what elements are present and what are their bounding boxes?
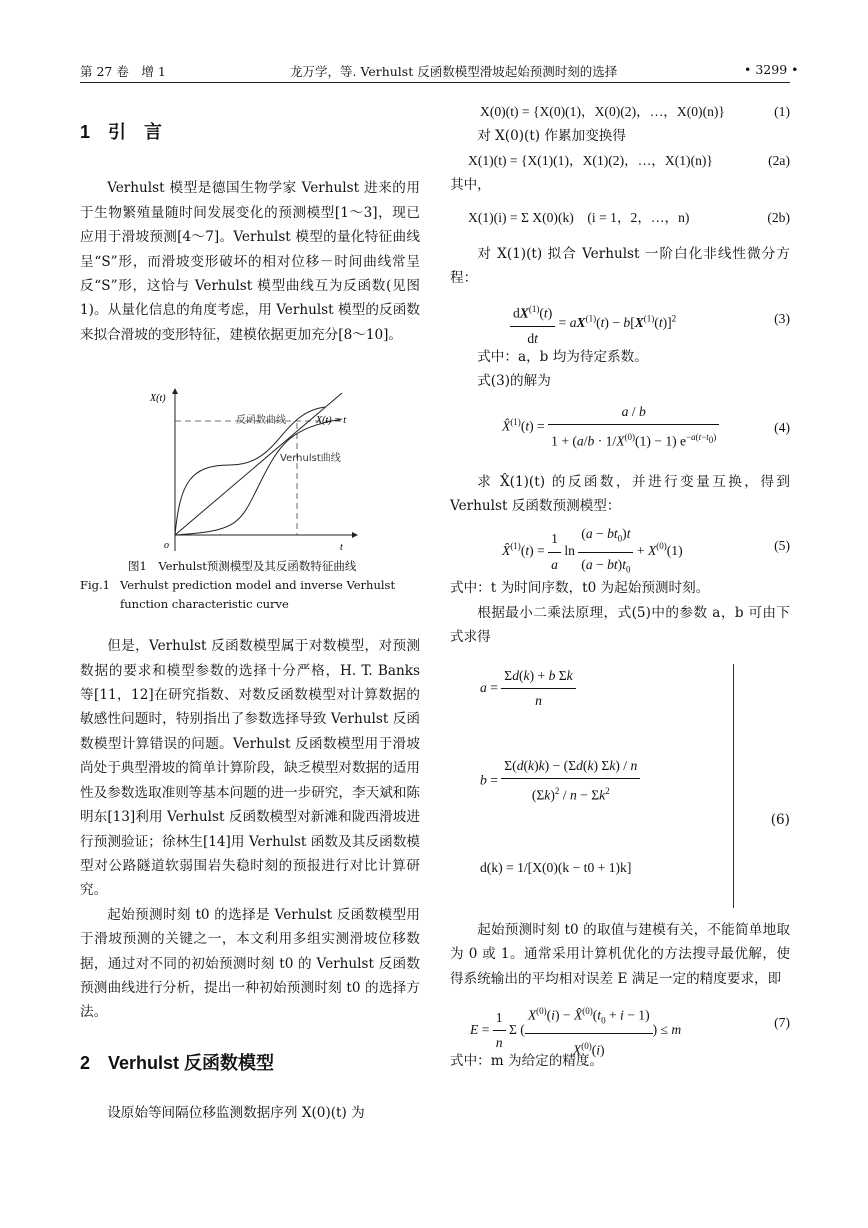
eq4-fraction: $\frac{a / b}{1 + (a/b \cdot 1/X^{(0)}(1) - 1) e^{-a(t-t_0)}}$ <box>548 400 719 454</box>
text-accumulate: 对 X(0)(t) 作累加变换得 <box>477 128 626 145</box>
equation-5-number: (5) <box>774 538 790 554</box>
verhulst-curve <box>175 419 342 535</box>
equation-2a-number: (2a) <box>768 152 790 168</box>
line-label: X(t) = t <box>316 415 347 427</box>
header-title: 龙万学，等. Verhulst 反函数模型滑坡起始预测时刻的选择 <box>290 64 618 79</box>
equation-3-number: (3) <box>774 310 790 326</box>
x-axis-label: t <box>340 542 343 554</box>
section1-title: 1 引 言 <box>80 122 163 142</box>
figure-caption-cn: 图1 Verhulst预测模型及其反函数特征曲线 <box>128 559 357 574</box>
equation-6-number: (6) <box>770 812 790 828</box>
figure-caption-en <box>80 576 420 614</box>
text-coefficients: 式中：a，b 均为待定系数。 <box>477 348 648 365</box>
header-rule <box>80 82 790 83</box>
section2-paragraph-1: 设原始等间隔位移监测数据序列 X(0)(t) 为 <box>107 1105 365 1122</box>
text-variables: 式中：t 为时间序数，t0 为起始预测时刻。 <box>450 580 710 597</box>
left-column <box>80 100 420 1126</box>
intro-paragraph-1: Verhulst 模型是德国生物学家 Verhulst 进来的用于生物繁殖量随时间发展变化的预测模型[1～3]，现已应用于滑坡预测[4～7]。Verhulst 模型的量化特征曲线呈“S”形，而滑坡变形破坏的相对位移－时间曲线常呈反“S”形，这恰与 Verhulst 模型曲线互为反函数(见图 1)。从量化信息的角度考虑，用 Verhulst 模型的反函数来拟合滑坡的变形特征，建模依据更加充分[8～10]。 <box>80 180 420 343</box>
equation-2b-body: X(1)(i) = Σ X(0)(k) (i = 1，2，…，n) <box>468 209 690 225</box>
header-page: • 3299 • <box>744 62 799 77</box>
equation-2b <box>450 206 790 230</box>
figure-caption-en-text: Verhulst prediction model and inverse Verhulst function characteristic curve <box>120 578 396 612</box>
equation-1 <box>450 100 790 124</box>
eq3-fraction: $\frac{dX^{(1)}(t)}{dt}$ <box>510 297 555 351</box>
equation-6: a = $\frac{\text{Σd(k) + b Σk}}{n}$ b = $\frac{\Sigma(d(k)k) - (\Sigma d(k) \Sigma k) / n}{(\Sigma k)^2 / n - \Sigma k^2}$ d(k) = 1/[X(0)(k − t0 + 1)k] <box>450 664 734 908</box>
text-fit: 对 X(1)(t) 拟合 Verhulst 一阶白化非线性微分方程： <box>450 246 790 287</box>
equation-4-number: (4) <box>774 419 790 435</box>
section2-title: 2 Verhulst 反函数模型 <box>80 1052 275 1073</box>
intro-paragraph-2: 但是，Verhulst 反函数模型属于对数模型，对预测数据的要求和模型参数的选择十分严格，H. T. Banks 等[11，12]在研究指数、对数反函数模型对计算数据的敏感性问题时，特别指出了参数选择导致 Verhulst 反函数模型计算错误的问题。Verhulst 反函数模型用于滑坡尚处于典型滑坡的简单计算阶段，缺乏模型对数据的适用性及参数选取准则等基本问题的进一步研究，李天斌和陈明东[13]利用 Verhulst 反函数模型对新滩和陇西滑坡进行预测验证；徐林生[14]用 Verhulst 函数及其反函数模型对公路隧道软弱围岩失稳时刻的预报进行对比计算研究。 <box>80 638 420 899</box>
equation-2b-number: (2b) <box>767 209 790 225</box>
figure-1 <box>80 383 420 563</box>
equation-2a <box>450 149 790 173</box>
figure-1-plot <box>80 383 420 563</box>
equation-5: X̂$^{(1)}$(t) = $\frac{1}{a}$ ln $\frac{(a - bt_0)t}{(a - bt)t_0}$ + $X^{(0)}(1)$ (5) <box>450 522 790 566</box>
text-least-squares: 根据最小二乘法原理，式(5)中的参数 a，b 可由下式求得 <box>450 604 790 646</box>
origin-label: o <box>164 540 169 552</box>
text-precision: 式中：m 为给定的精度。 <box>450 1052 604 1069</box>
figure-caption-en-tag: Fig.1 <box>80 578 110 593</box>
verhulst-curve-label: Verhulst曲线 <box>280 453 341 465</box>
inverse-curve-label: 反函数曲线 <box>236 415 286 427</box>
text-solution: 式(3)的解为 <box>477 373 551 390</box>
equation-3: $\frac{dX^{(1)}(t)}{dt}$ = $aX^{(1)}(t) - b[X^{(1)}(t)]^2$ (3) <box>450 297 790 337</box>
text-t0-selection: 起始预测时刻 t0 的取值与建模有关，不能简单地取为 0 或 1。通常采用计算机优化的方法搜寻最优解，使得系统输出的平均相对误差 E 满足一定的精度要求，即 <box>450 921 790 987</box>
equation-4: X̂$^{(1)}$(t) = $\frac{a / b}{1 + (a/b \cdot 1/X^{(0)}(1) - 1) e^{-a(t-t_0)}}$ (4) <box>450 400 790 460</box>
equation-6-d: d(k) = 1/[X(0)(k − t0 + 1)k] <box>480 859 632 875</box>
equation-1-body: X(0)(t) = {X(0)(1)，X(0)(2)，…，X(0)(n)} <box>480 104 725 119</box>
header-volume: 第 27 卷 增 1 <box>80 64 166 79</box>
right-column <box>450 100 790 1073</box>
equation-2a-body: X(1)(t) = {X(1)(1)，X(1)(2)，…，X(1)(n)} <box>468 152 713 168</box>
y-axis-label: X(t) <box>150 393 166 405</box>
equation-7: E = $\frac{1}{n}$ Σ ( $\frac{X^{(0)}(i) - X̂^{(0)}(t_0 + i - 1)}{X^{(0)}(i)}$ ) ≤ m (7) <box>450 999 790 1043</box>
equation-1-number: (1) <box>774 104 790 119</box>
intro-paragraph-3: 起始预测时刻 t0 的选择是 Verhulst 反函数模型用于滑坡预测的关键之一，本文利用多组实测滑坡位移数据，通过对不同的初始预测时刻 t0 的 Verhulst 反函数预测曲线进行分析，提出一种初始预测时刻 t0 的选择方法。 <box>80 906 420 1021</box>
text-inverse: 求 X̂(1)(t) 的反函数，并进行变量互换，得到 Verhulst 反函数预测模型： <box>450 473 790 515</box>
equation-7-number: (7) <box>774 1014 790 1030</box>
text-where: 其中， <box>450 177 491 194</box>
